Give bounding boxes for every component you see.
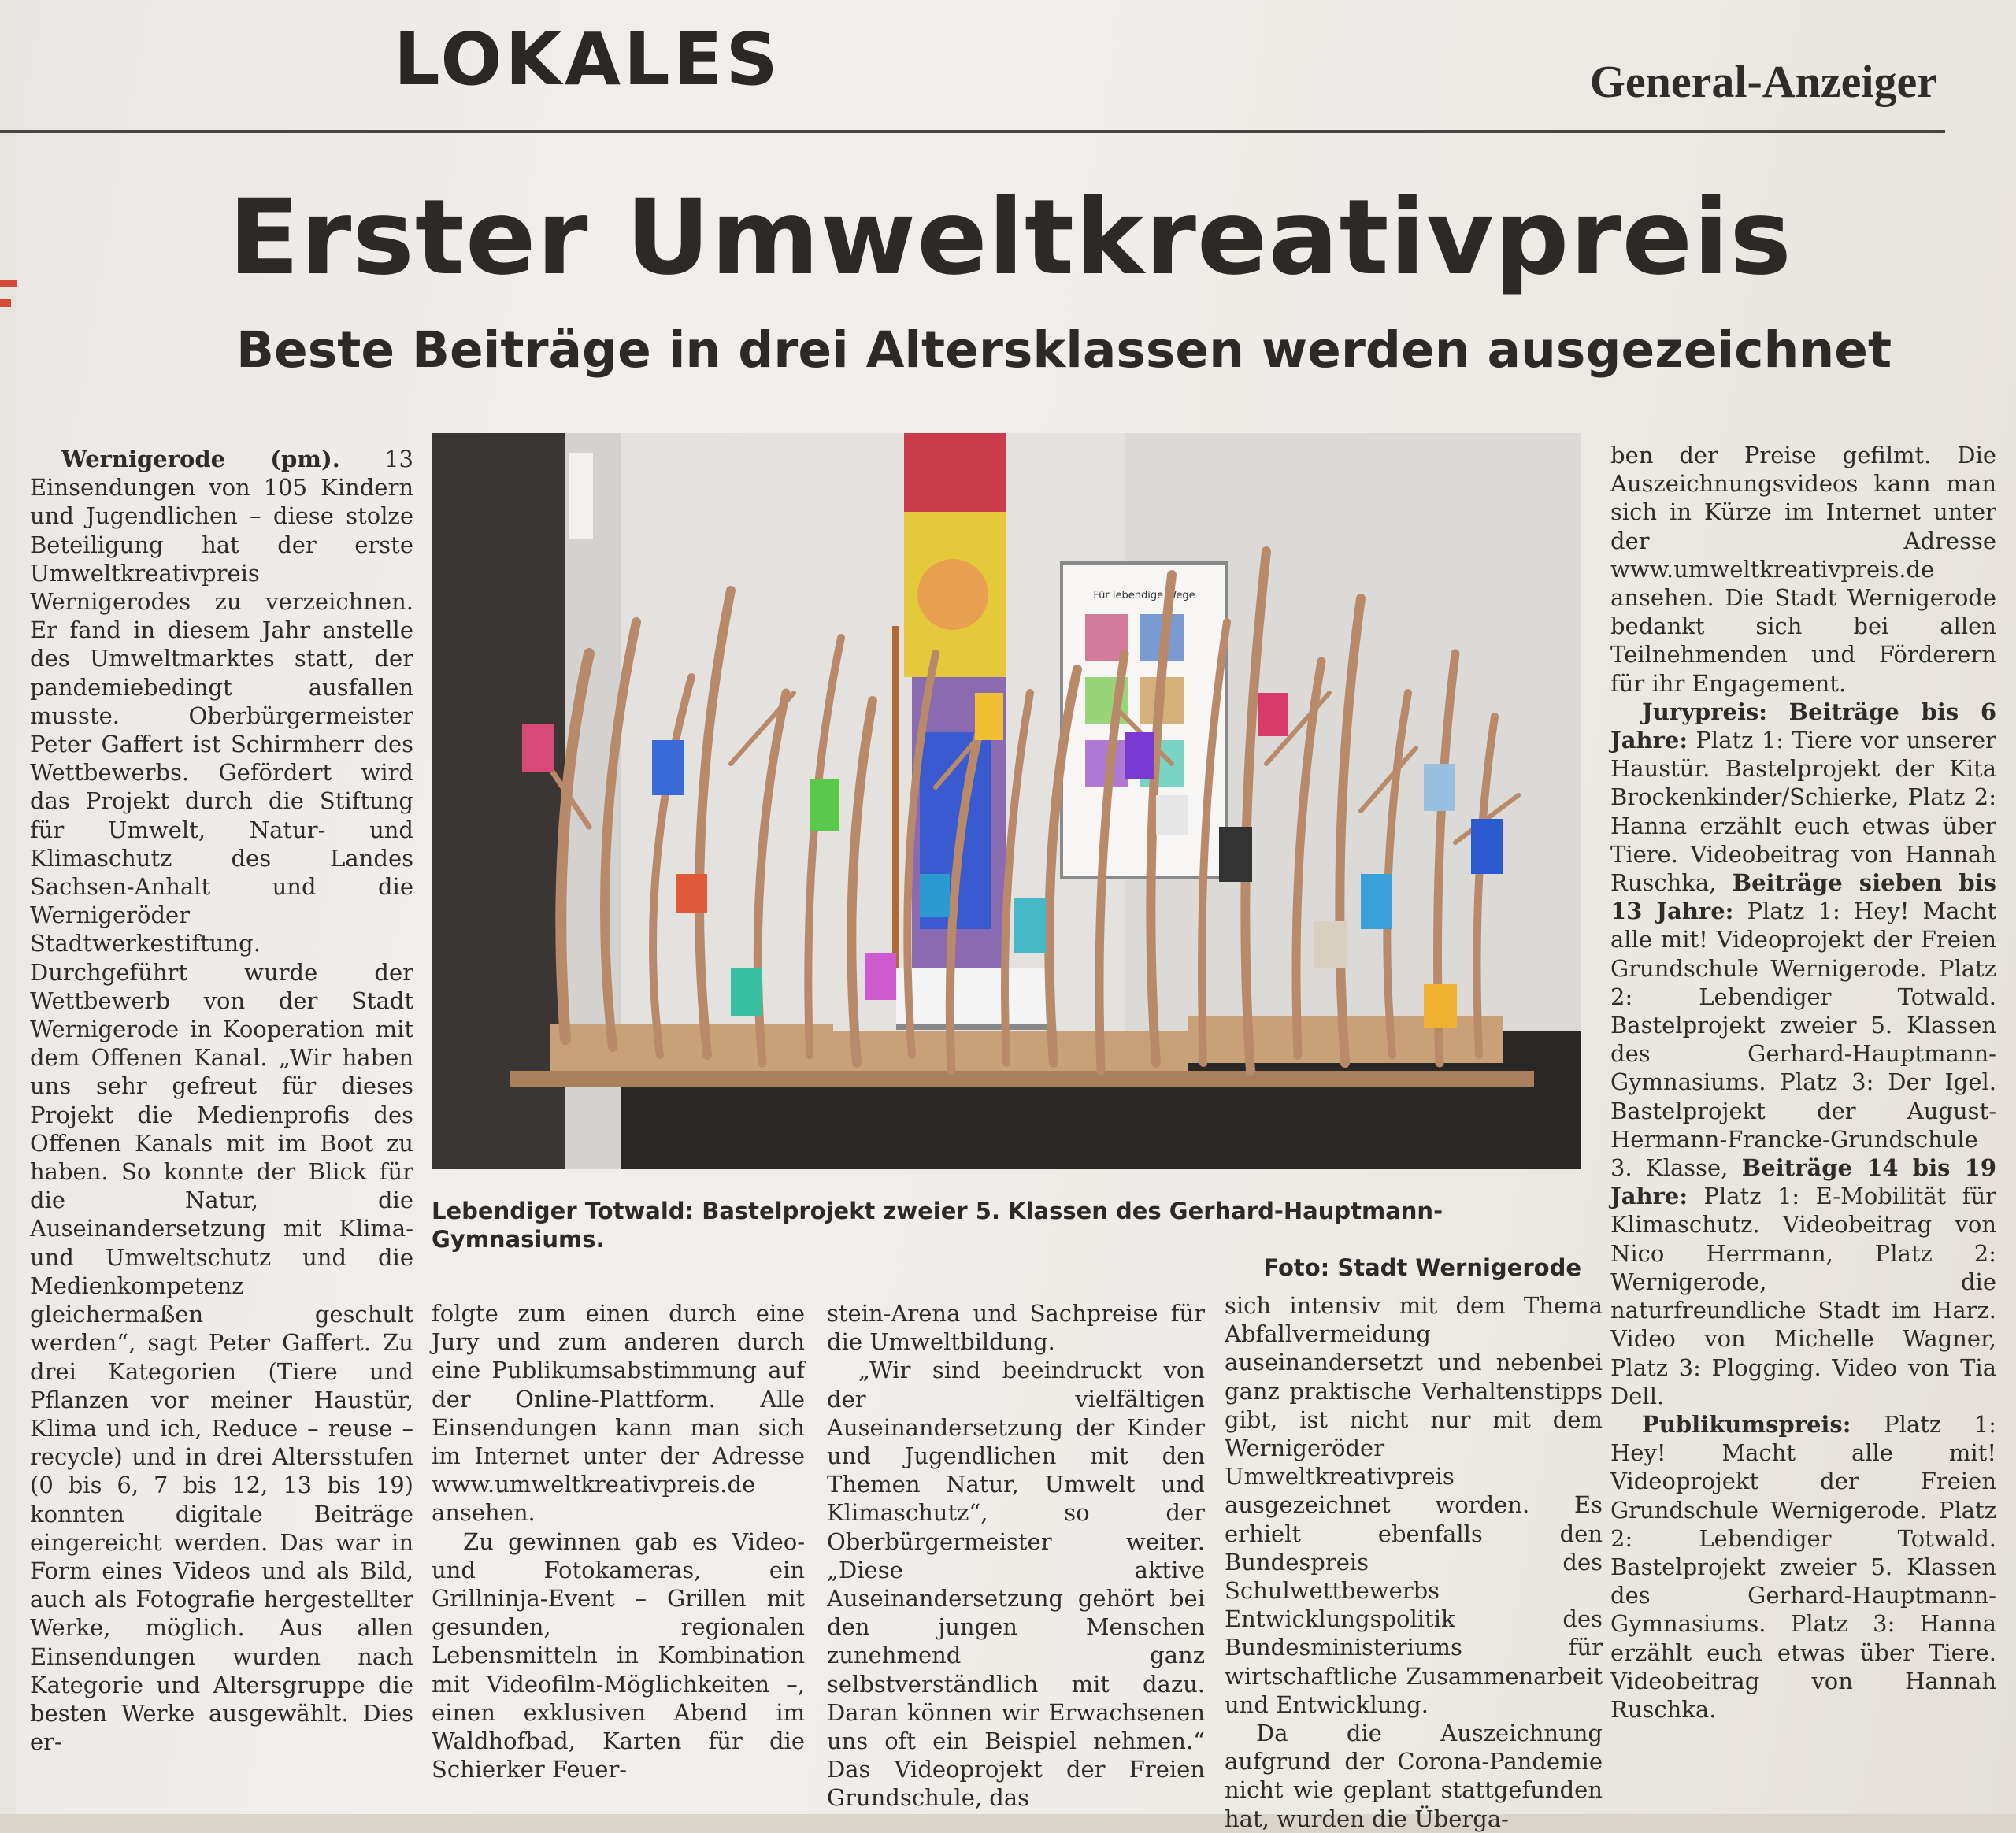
column-2-paragraph-1: folgte zum einen durch eine Jury und zum anderen durch eine Publikumsabstimmung auf der Online-Plattform. Alle Einsendungen kann man sich im Internet unter der Adresse www.umweltkreativpreis.de ansehen. (432, 1300, 805, 1527)
previous-page-edge (0, 0, 16, 1814)
headline: Erster Umweltkreativpreis (228, 177, 1792, 298)
column-3-paragraph-2: „Wir sind beeindruckt von der vielfältigen Auseinandersetzung der Kinder und Jugendlichen mit den Themen Natur, Umwelt und Klimaschutz“, so der Oberbürgermeister weiter. „Diese aktive Auseinandersetzung gehört bei den jungen Menschen zunehmend ganz selbstverständlich mit dazu. Daran können wir Erwachsenen uns oft ein Beispiel nehmen.“ Das Videoprojekt der Freien Grundschule, das (827, 1357, 1205, 1812)
column-2-paragraph-2: Zu gewinnen gab es Video- und Fotokameras, ein Grillninja-Event – Grillen mit gesunden, regionalen Lebensmitteln in Kombination mit Videofilm-Möglichkeiten –, einen exklusiven Abend im Waldhofbad, Karten für die Schierker Feuer- (432, 1528, 805, 1783)
jury-age-14-19-label: Beiträge 14 bis 19 Jahre: (1610, 1154, 1997, 1210)
dateline: Wernigerode (pm). (61, 446, 340, 472)
column-1-text: 13 Einsendungen von 105 Kindern und Jugendlichen – diese stolze Beteiligung hat der erste Umweltkreativpreis Wernigerodes zu verzeichnen. Er fand in diesem Jahr anstelle des Umweltmarktes statt, der pandemiebedingt ausfallen musste. Oberbürgermeister Peter Gaffert ist Schirmherr des Wettbewerbs. Gefördert wird das Projekt durch die Stiftung für Umwelt, Natur- und Klimaschutz des Landes Sachsen-Anhalt und die Wernigeröder Stadtwerkestiftung. Durchgeführt wurde der Wettbewerb von der Stadt Wernigerode in Kooperation mit dem Offenen Kanal. „Wir haben uns sehr gefreut für dieses Projekt die Medienprofis des Offenen Kanals mit im Boot zu haben. So konnte der Blick für die Natur, die Auseinandersetzung mit Klima- und Umweltschutz und die Medienkompetenz gleichermaßen geschult werden“, sagt Peter Gaffert. Zu drei Kategorien (Tiere und Pflanzen vor meiner Haustür, Klima und ich, Reduce – reuse – recycle) und in drei Altersstufen (0 bis 6, 7 bis 12, 13 bis 19) konnten digitale Beiträge eingereicht werden. Das war in Form eines Videos und als Bild, auch als Fotografie hergestellter Werke, möglich. Aus allen Einsendungen wurden nach Kategorie und Altersgruppe die besten Werke ausgewählt. Dies er- (30, 446, 413, 1756)
header-rule (0, 130, 1945, 133)
article-column-1 (30, 445, 413, 1756)
section-title: LOKALES (394, 17, 781, 102)
jury-age-7-13-label: Beiträge sieben bis 13 Jahre: (1610, 869, 1997, 925)
subheadline: Beste Beiträge in drei Altersklassen werden ausgezeichnet (236, 321, 1892, 379)
jury-age-0-6: Platz 1: Tiere vor unserer Haustür. Bastelprojekt der Kita Brockenkinder/Schierke, Platz 2: Hanna erzählt euch etwas über Tiere. Videobeitrag von Hannah Ruschka, (1610, 727, 1996, 897)
article-photo (432, 433, 1581, 1169)
article-column-2 (432, 1299, 805, 1783)
photo-caption (432, 1197, 1581, 1282)
jury-prizes (1610, 698, 1996, 1410)
jury-label: Jurypreis: Beiträge bis 6 Jahre: (1610, 698, 1996, 754)
article-column-5 (1610, 441, 1996, 1724)
caption-text: Lebendiger Totwald: Bastelprojekt zweier 5. Klassen des Gerhard-Hauptmann-Gymnasiums. (432, 1198, 1443, 1253)
column-5-paragraph-1: ben der Preise gefilmt. Die Auszeichnungsvideos kann man sich in Kürze im Internet unter der Adresse www.umweltkreativpreis.de ansehen. Die Stadt Wernigerode bedankt sich bei allen Teilnehmenden und Förderern für ihr Engagement. (1610, 442, 1996, 697)
public-label: Publikumspreis: (1642, 1410, 1851, 1438)
jury-age-14-19: Platz 1: E-Mobilität für Klimaschutz. Videobeitrag von Nico Herrmann, Platz 2: Wernigerode, die naturfreundliche Stadt im Harz. Video von Michelle Wagner, Platz 3: Plogging. Video von Tia Dell. (1610, 1183, 1996, 1409)
newspaper-name: General-Anzeiger (1589, 56, 1937, 107)
totwald-installation-illustration (432, 433, 1581, 1169)
public-prize-text: Platz 1: Hey! Macht alle mit! Videoprojekt der Freien Grundschule Wernigerode. Platz 2: Lebendiger Totwald. Bastelprojekt zweier 5. Klassen des Gerhard-Hauptmann-Gymnasiums. Platz 3: Hanna erzählt euch etwas über Tiere. Videobeitrag von Hannah Ruschka. (1610, 1410, 1996, 1723)
column-4-paragraph-1: sich intensiv mit dem Thema Abfallvermeidung auseinandersetzt und nebenbei ganz praktische Verhaltenstipps gibt, ist nicht nur mit dem Wernigeröder Umweltkreativpreis ausgezeichnet worden. Es erhielt ebenfalls den Bundespreis des Schulwettbewerbs Entwicklungspolitik des Bundesministeriums für wirtschaftliche Zusammenarbeit und Entwicklung. (1225, 1292, 1603, 1718)
public-prizes (1610, 1410, 1996, 1724)
article-column-4 (1225, 1291, 1603, 1833)
red-marker (0, 280, 17, 287)
column-3-paragraph-1: stein-Arena und Sachpreise für die Umweltbildung. (827, 1300, 1205, 1356)
jury-age-7-13: Platz 1: Hey! Macht alle mit! Videoprojekt der Freien Grundschule Wernigerode. Platz 2: Lebendiger Totwald. Bastelprojekt zweier 5. Klassen des Gerhard-Hauptmann-Gymnasiums. Platz 3: Der Igel. Bastelprojekt der August-Hermann-Francke-Grundschule 3. Klasse, (1610, 898, 1996, 1182)
article-column-3 (827, 1299, 1205, 1813)
red-marker (0, 299, 11, 307)
photo-credit: Foto: Stadt Wernigerode (1263, 1254, 1581, 1281)
column-4-paragraph-2: Da die Auszeichnung aufgrund der Corona-Pandemie nicht wie geplant stattgefunden hat, wurden die Überga- (1225, 1720, 1603, 1832)
poster-text: Für lebendige Wege (1093, 590, 1195, 602)
